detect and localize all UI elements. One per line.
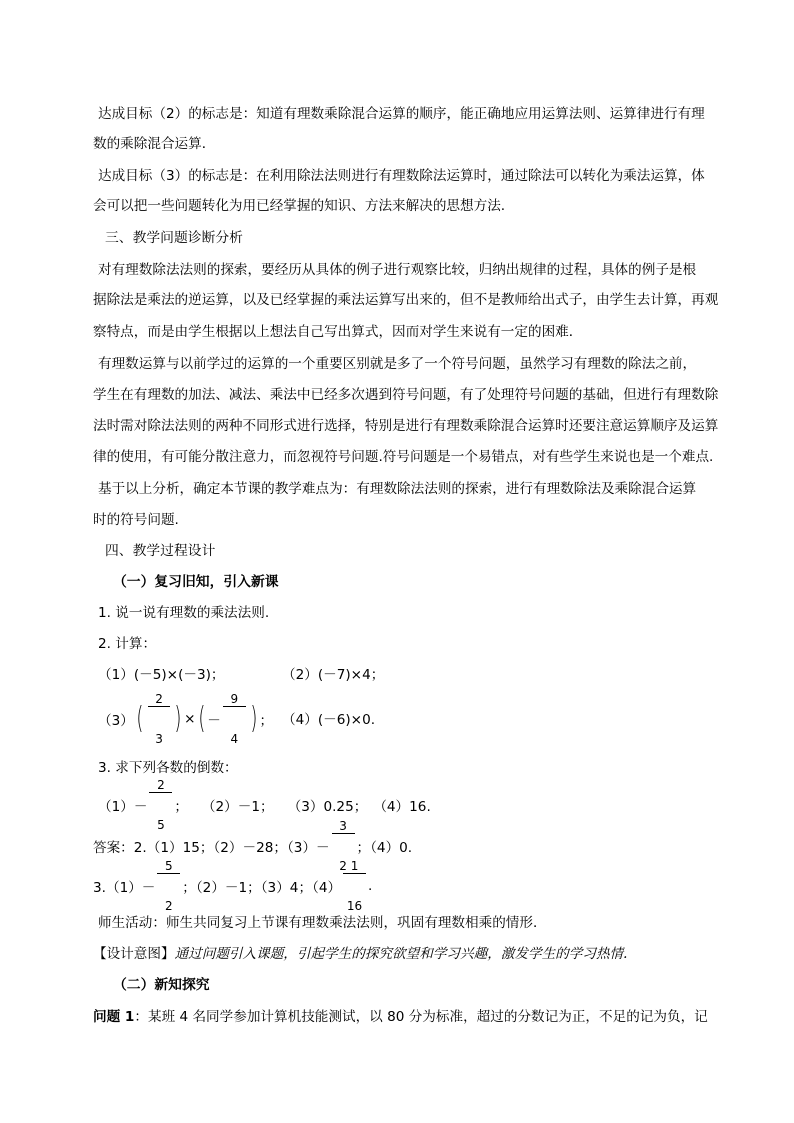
para1-line2: 数的乘除混合运算． [93, 136, 216, 152]
reciprocal-1-label: （1）－ [98, 799, 148, 815]
fraction-numerator: 2 [148, 693, 171, 707]
fraction-denominator: 5 [157, 817, 165, 832]
reciprocal-4: （4）16. [373, 799, 431, 815]
para3-line1: 对有理数除法法则的探索，要经历从具体的例子进行观察比较，归纳出规律的过程，具体的例子是根 [98, 262, 697, 278]
para4-line1: 有理数运算与以前学过的运算的一个重要区别就是多了一个符号问题，虽然学习有理数的除法之前， [98, 356, 697, 372]
right-paren: ) [174, 701, 182, 736]
fraction-9-4 [223, 667, 246, 772]
para4-line2: 学生在有理数的加法、减法、乘法中已经多次遇到符号问题，有了处理符号问题的基础，但进行有理数除 [93, 387, 719, 403]
para3-line2: 据除法是乘法的逆运算，以及已经掌握的乘法运算写出来的，但不是教师给出式子，由学生去计算，再观 [93, 292, 719, 308]
fraction-denominator: 2 [165, 898, 173, 913]
para1-line1: 达成目标（2）的标志是：知道有理数乘除混合运算的顺序，能正确地应用运算法则、运算律进行有理 [98, 106, 705, 122]
fraction-denominator: 16 [346, 898, 363, 913]
answer-2-end: . [367, 878, 373, 894]
answer-2-text: 3.（1）－ [93, 880, 156, 896]
design-intent [93, 944, 627, 964]
minus-sign: － [207, 713, 221, 729]
calc-item-1: （1）(－5)×(－3)； [98, 667, 225, 683]
semicolon: ； [259, 713, 274, 729]
times-sign: × [184, 711, 196, 727]
answer-row-2 [93, 858, 373, 913]
problem-1-tag: 问题 1 [93, 1009, 135, 1025]
para4-line3: 法时需对除法法则的两种不同形式进行选择，特别是进行有理数乘除混合运算时还要注意运算顺序及运算 [93, 418, 719, 434]
para3-line3: 察特点，而是由学生根据以上想法自己写出算式，因而对学生来说有一定的困难． [93, 324, 583, 340]
design-intent-text: 通过问题引入课题，引起学生的探究欲望和学习兴趣，激发学生的学习热情. [174, 946, 628, 962]
semicolon: ； [174, 799, 188, 815]
design-intent-tag: 【设计意图】 [93, 946, 175, 962]
fraction-numerator: 3 [332, 820, 355, 834]
calc-item-3 [98, 691, 274, 746]
section4-title: 四、教学过程设计 [105, 543, 216, 559]
reciprocal-2: （2）－1； [201, 799, 274, 815]
problem-1-text: ：某班 4 名同学参加计算机技能测试，以 80 分为标准，超过的分数记为正，不足的记为负，记 [134, 1009, 708, 1025]
answer-1-text: 答案：2.（1）15；（2）－28；（3）－ [93, 840, 330, 856]
fraction-numerator: 9 [223, 693, 246, 707]
reciprocal-3: （3）0.25； [287, 799, 368, 815]
para5-line2: 时的符号问题. [93, 512, 179, 528]
fraction-numerator: 1 [343, 860, 366, 874]
question-2: 2. 计算： [98, 636, 157, 652]
reciprocal-row [98, 777, 431, 832]
para2-line2: 会可以把一些问题转化为用已经掌握的知识、方法来解决的思想方法. [93, 198, 506, 214]
fraction-numerator: 2 [149, 779, 172, 793]
fraction-denominator: 4 [230, 731, 239, 746]
question-1: 1. 说一说有理数的乘法法则. [98, 605, 270, 621]
fraction-denominator: 3 [155, 731, 163, 746]
calc-item-4: （4）(－6)×0. [282, 712, 376, 728]
left-paren: ( [136, 701, 144, 736]
subsection1-title: （一）复习旧知，引入新课 [113, 574, 279, 590]
calc-item-3-label: （3） [98, 713, 134, 729]
right-paren: ) [250, 701, 258, 736]
subsection2-title: （二）新知探究 [113, 977, 210, 993]
para5-line1: 基于以上分析，确定本节课的教学难点为：有理数除法法则的探索，进行有理数除法及乘除混合运算 [98, 481, 697, 497]
para2-line1: 达成目标（3）的标志是：在利用除法法则进行有理数除法运算时，通过除法可以转化为乘法运算，体 [98, 168, 705, 184]
teacher-student-activity: 师生活动：师生共同复习上节课有理数乘法法则，巩固有理数相乘的情形． [98, 915, 547, 931]
section3-title: 三、教学问题诊断分析 [105, 230, 243, 246]
answer-1-end: ；（4）0. [356, 840, 413, 856]
calc-item-2: （2）(－7)×4； [282, 667, 385, 683]
fraction-numerator: 5 [157, 860, 180, 874]
problem-1 [93, 1007, 708, 1027]
left-paren: ( [197, 701, 205, 736]
fraction-denominator: 2 [339, 858, 347, 873]
para4-line4: 律的使用，有可能分散注意力，而忽视符号问题.符号问题是一个易错点，对有些学生来说也是一个难点. [93, 449, 714, 465]
question-3: 3. 求下列各数的倒数： [98, 760, 238, 776]
answer-2-middle: ；（2）－1；（3）4；（4） [182, 880, 342, 896]
